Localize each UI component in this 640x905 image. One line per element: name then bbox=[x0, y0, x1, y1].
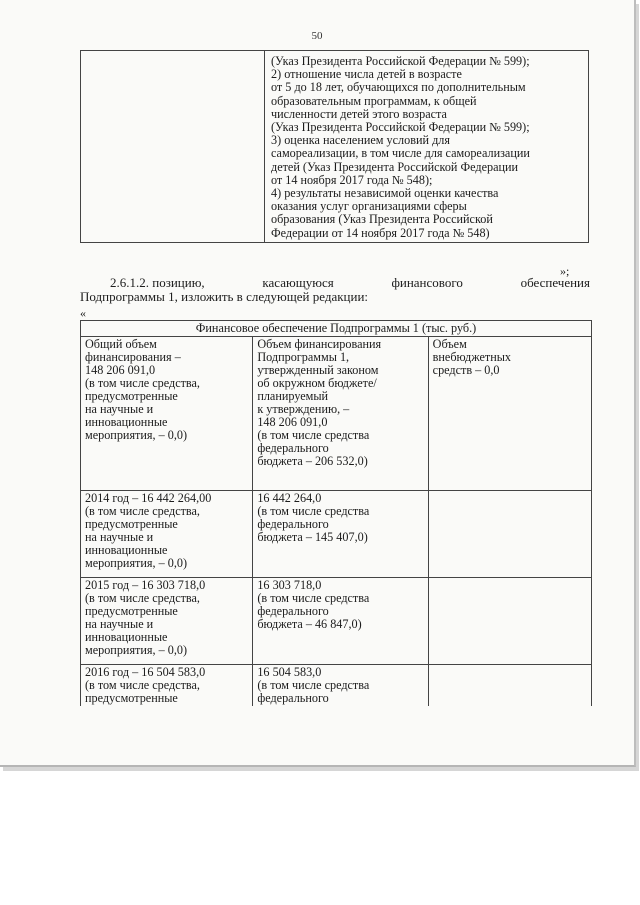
text-line: средств – 0,0 bbox=[432, 363, 500, 377]
text-line: (в том числе средства, bbox=[85, 678, 200, 692]
year-2015-subprogram-cell bbox=[253, 578, 428, 665]
text-line: (в том числе средства, bbox=[85, 376, 200, 390]
instruction-word: обеспечения bbox=[520, 275, 590, 290]
text-line: мероприятия, – 0,0) bbox=[85, 428, 188, 442]
text-line: на научные и bbox=[85, 402, 154, 416]
text-line: оказания услуг организациями сферы bbox=[271, 199, 467, 214]
cell-text bbox=[85, 338, 252, 442]
text-line: 16 442 264,0 bbox=[257, 491, 322, 505]
text-line: предусмотренные bbox=[85, 691, 178, 705]
text-line: 16 504 583,0 bbox=[257, 665, 322, 679]
financing-table bbox=[80, 320, 592, 706]
text-line: федерального bbox=[257, 441, 329, 455]
instruction-word: финансового bbox=[391, 275, 463, 290]
text-line: (в том числе средства bbox=[257, 678, 370, 692]
text-line: на научные и bbox=[85, 530, 154, 544]
text-line: бюджета – 206 532,0) bbox=[257, 454, 368, 468]
text-line: инновационные bbox=[85, 630, 168, 644]
year-2015-extrabudget-cell bbox=[428, 578, 591, 665]
text-line: образовательным программам, к общей bbox=[271, 93, 477, 108]
financing-header-row bbox=[81, 321, 592, 337]
text-line: 148 206 091,0 bbox=[85, 363, 156, 377]
text-line: предусмотренные bbox=[85, 389, 178, 403]
total-volume-cell bbox=[81, 337, 253, 491]
text-line: утвержденный законом bbox=[257, 363, 379, 377]
text-line: внебюджетных bbox=[432, 350, 512, 364]
extrabudget-volume-cell bbox=[428, 337, 591, 491]
cell-text bbox=[85, 492, 252, 570]
table-row bbox=[81, 578, 592, 665]
text-line: численности детей этого возраста bbox=[271, 106, 447, 121]
page-number: 50 bbox=[311, 30, 323, 42]
text-line: финансирования – bbox=[85, 350, 181, 364]
text-line: (в том числе средства bbox=[257, 428, 370, 442]
year-2016-extrabudget-cell bbox=[428, 665, 591, 707]
text-line: 2016 год – 16 504 583,0 bbox=[85, 665, 206, 679]
year-2014-extrabudget-cell bbox=[428, 491, 591, 578]
text-line: образования (Указ Президента Российской bbox=[271, 212, 493, 227]
instruction-word: 2.6.1.2. позицию, bbox=[110, 275, 205, 290]
text-line: федерального bbox=[257, 691, 329, 705]
text-line: Объем bbox=[432, 337, 467, 351]
text-line: федерального bbox=[257, 517, 329, 531]
instruction-line-1 bbox=[80, 276, 590, 290]
cell-text bbox=[257, 579, 427, 631]
year-2016-subprogram-cell bbox=[253, 665, 428, 707]
text-line: об окружном бюджете/ bbox=[257, 376, 377, 390]
text-line: (Указ Президента Российской Федерации № 599); bbox=[271, 120, 530, 135]
subprogram-volume-cell bbox=[253, 337, 428, 491]
table-row bbox=[81, 337, 592, 491]
instruction-line-2: Подпрограммы 1, изложить в следующей редакции: bbox=[80, 289, 369, 304]
text-line: Общий объем bbox=[85, 337, 157, 351]
closing-quote: »; bbox=[560, 264, 570, 278]
text-line: Федерации от 14 ноября 2017 года № 548) bbox=[271, 225, 490, 240]
cell-text bbox=[257, 338, 427, 468]
text-line: инновационные bbox=[85, 543, 168, 557]
year-2016-total-cell bbox=[81, 665, 253, 707]
text-line: от 5 до 18 лет, обучающихся по дополнительным bbox=[271, 80, 526, 95]
text-line: 16 303 718,0 bbox=[257, 578, 322, 592]
text-line: предусмотренные bbox=[85, 604, 178, 618]
indicators-text bbox=[271, 55, 588, 240]
text-line: к утверждению, – bbox=[257, 402, 350, 416]
financing-header: Финансовое обеспечение Подпрограммы 1 (тыс. руб.) bbox=[81, 321, 592, 337]
year-2015-total-cell bbox=[81, 578, 253, 665]
text-line: бюджета – 145 407,0) bbox=[257, 530, 368, 544]
text-line: планируемый bbox=[257, 389, 329, 403]
text-line: на научные и bbox=[85, 617, 154, 631]
year-2014-subprogram-cell bbox=[253, 491, 428, 578]
indicators-right-cell bbox=[265, 51, 589, 243]
text-line: 3) оценка населением условий для bbox=[271, 133, 450, 148]
text-line: 2014 год – 16 442 264,00 bbox=[85, 491, 212, 505]
text-line: (в том числе средства bbox=[257, 504, 370, 518]
text-line: 4) результаты независимой оценки качества bbox=[271, 186, 499, 201]
text-line: мероприятия, – 0,0) bbox=[85, 643, 188, 657]
text-line: 148 206 091,0 bbox=[257, 415, 328, 429]
cell-text bbox=[433, 338, 591, 377]
text-line: Объем финансирования bbox=[257, 337, 382, 351]
table-row bbox=[81, 491, 592, 578]
text-line: (в том числе средства, bbox=[85, 504, 200, 518]
text-line: предусмотренные bbox=[85, 517, 178, 531]
instruction-word: касающуюся bbox=[262, 275, 334, 290]
text-line: мероприятия, – 0,0) bbox=[85, 556, 188, 570]
text-line: федерального bbox=[257, 604, 329, 618]
text-line: бюджета – 46 847,0) bbox=[257, 617, 362, 631]
cell-text bbox=[257, 666, 427, 705]
table-row bbox=[81, 665, 592, 707]
indicators-left-cell bbox=[81, 51, 265, 243]
text-line: от 14 ноября 2017 года № 548); bbox=[271, 172, 433, 187]
text-line: 2015 год – 16 303 718,0 bbox=[85, 578, 206, 592]
open-quote: « bbox=[80, 306, 86, 320]
year-2014-total-cell bbox=[81, 491, 253, 578]
indicators-table bbox=[80, 50, 589, 243]
text-line: (в том числе средства, bbox=[85, 591, 200, 605]
text-line: инновационные bbox=[85, 415, 168, 429]
cell-text bbox=[85, 666, 252, 705]
amendment-instruction bbox=[80, 276, 590, 304]
text-line: (Указ Президента Российской Федерации № 599); bbox=[271, 54, 530, 68]
cell-text bbox=[85, 579, 252, 657]
text-line: детей (Указ Президента Российской Федерации bbox=[271, 159, 519, 174]
text-line: 2) отношение числа детей в возрасте bbox=[271, 67, 462, 82]
text-line: (в том числе средства bbox=[257, 591, 370, 605]
text-line: Подпрограммы 1, bbox=[257, 350, 350, 364]
text-line: самореализации, в том числе для самореализации bbox=[271, 146, 530, 161]
cell-text bbox=[257, 492, 427, 544]
table-row bbox=[81, 51, 589, 243]
